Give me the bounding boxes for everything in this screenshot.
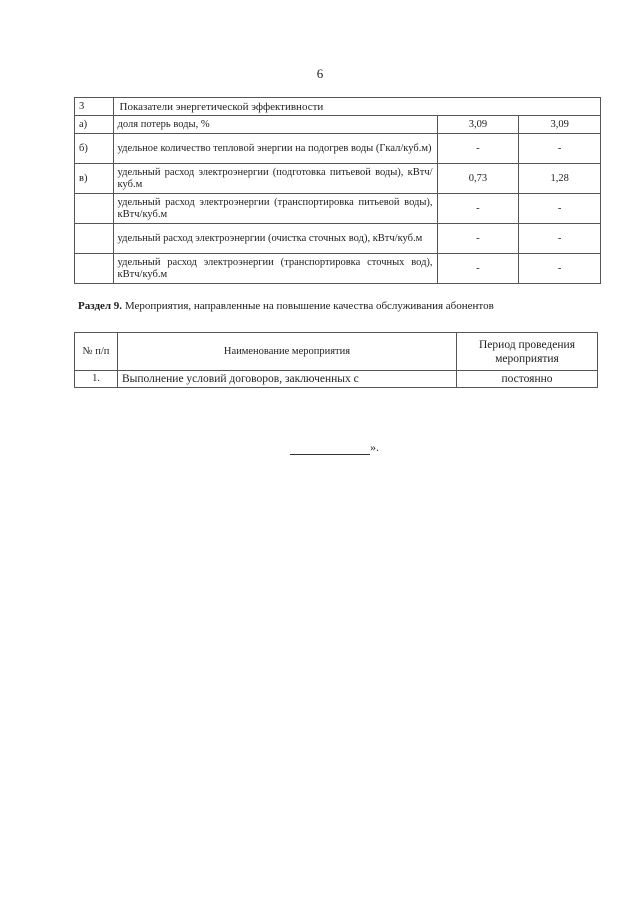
indicator-value-1: -	[437, 134, 519, 164]
row-number: а)	[75, 116, 114, 134]
table-row	[75, 371, 598, 388]
table-row	[75, 164, 601, 194]
table-row	[75, 194, 601, 224]
indicator-value-1: -	[437, 254, 519, 284]
indicator-value-1: 3,09	[437, 116, 519, 134]
row-number: 3	[75, 98, 114, 116]
header-name: Наименование мероприятия	[118, 333, 457, 371]
indicator-value-1: 0,73	[437, 164, 519, 194]
row-number	[75, 224, 114, 254]
section-title: Мероприятия, направленные на повышение качества обслуживания абонентов	[124, 300, 494, 312]
table-header-row	[75, 333, 598, 371]
indicator-name: удельное количество тепловой энергии на подогрев воды (Гкал/куб.м)	[113, 134, 437, 164]
section-title-cell: Показатели энергетической эффективности	[113, 98, 600, 116]
indicator-name: удельный расход электроэнергии (подготовка питьевой воды), кВтч/куб.м	[113, 164, 437, 194]
blank-line	[290, 444, 370, 455]
table-row	[75, 224, 601, 254]
row-number: 1.	[75, 371, 118, 388]
energy-efficiency-table	[74, 97, 601, 284]
page-number: 6	[316, 66, 324, 81]
indicator-value-2: -	[519, 194, 601, 224]
header-period: Период проведения мероприятия	[457, 333, 598, 371]
closing-line	[290, 440, 379, 455]
table-row	[75, 98, 601, 116]
indicator-value-2: -	[519, 224, 601, 254]
indicator-value-2: -	[519, 254, 601, 284]
indicator-value-2: 1,28	[519, 164, 601, 194]
section-label: Раздел 9.	[78, 300, 123, 312]
event-name: Выполнение условий договоров, заключенных с	[118, 371, 457, 388]
table-row	[75, 134, 601, 164]
indicator-name: удельный расход электроэнергии (очистка сточных вод), кВтч/куб.м	[113, 224, 437, 254]
indicator-name: доля потерь воды, %	[113, 116, 437, 134]
header-number: № п/п	[75, 333, 118, 371]
table-row	[75, 116, 601, 134]
row-number: б)	[75, 134, 114, 164]
indicator-name: удельный расход электроэнергии (транспортировка сточных вод), кВтч/куб.м	[113, 254, 437, 284]
row-number: в)	[75, 164, 114, 194]
indicator-value-2: 3,09	[519, 116, 601, 134]
indicator-value-1: -	[437, 224, 519, 254]
event-period: постоянно	[457, 371, 598, 388]
section-heading	[78, 300, 494, 312]
row-number	[75, 194, 114, 224]
indicator-value-2: -	[519, 134, 601, 164]
closing-quote: ».	[370, 440, 379, 454]
row-number	[75, 254, 114, 284]
indicator-name: удельный расход электроэнергии (транспортировка питьевой воды), кВтч/куб.м	[113, 194, 437, 224]
events-table	[74, 332, 598, 388]
table-row	[75, 254, 601, 284]
indicator-value-1: -	[437, 194, 519, 224]
